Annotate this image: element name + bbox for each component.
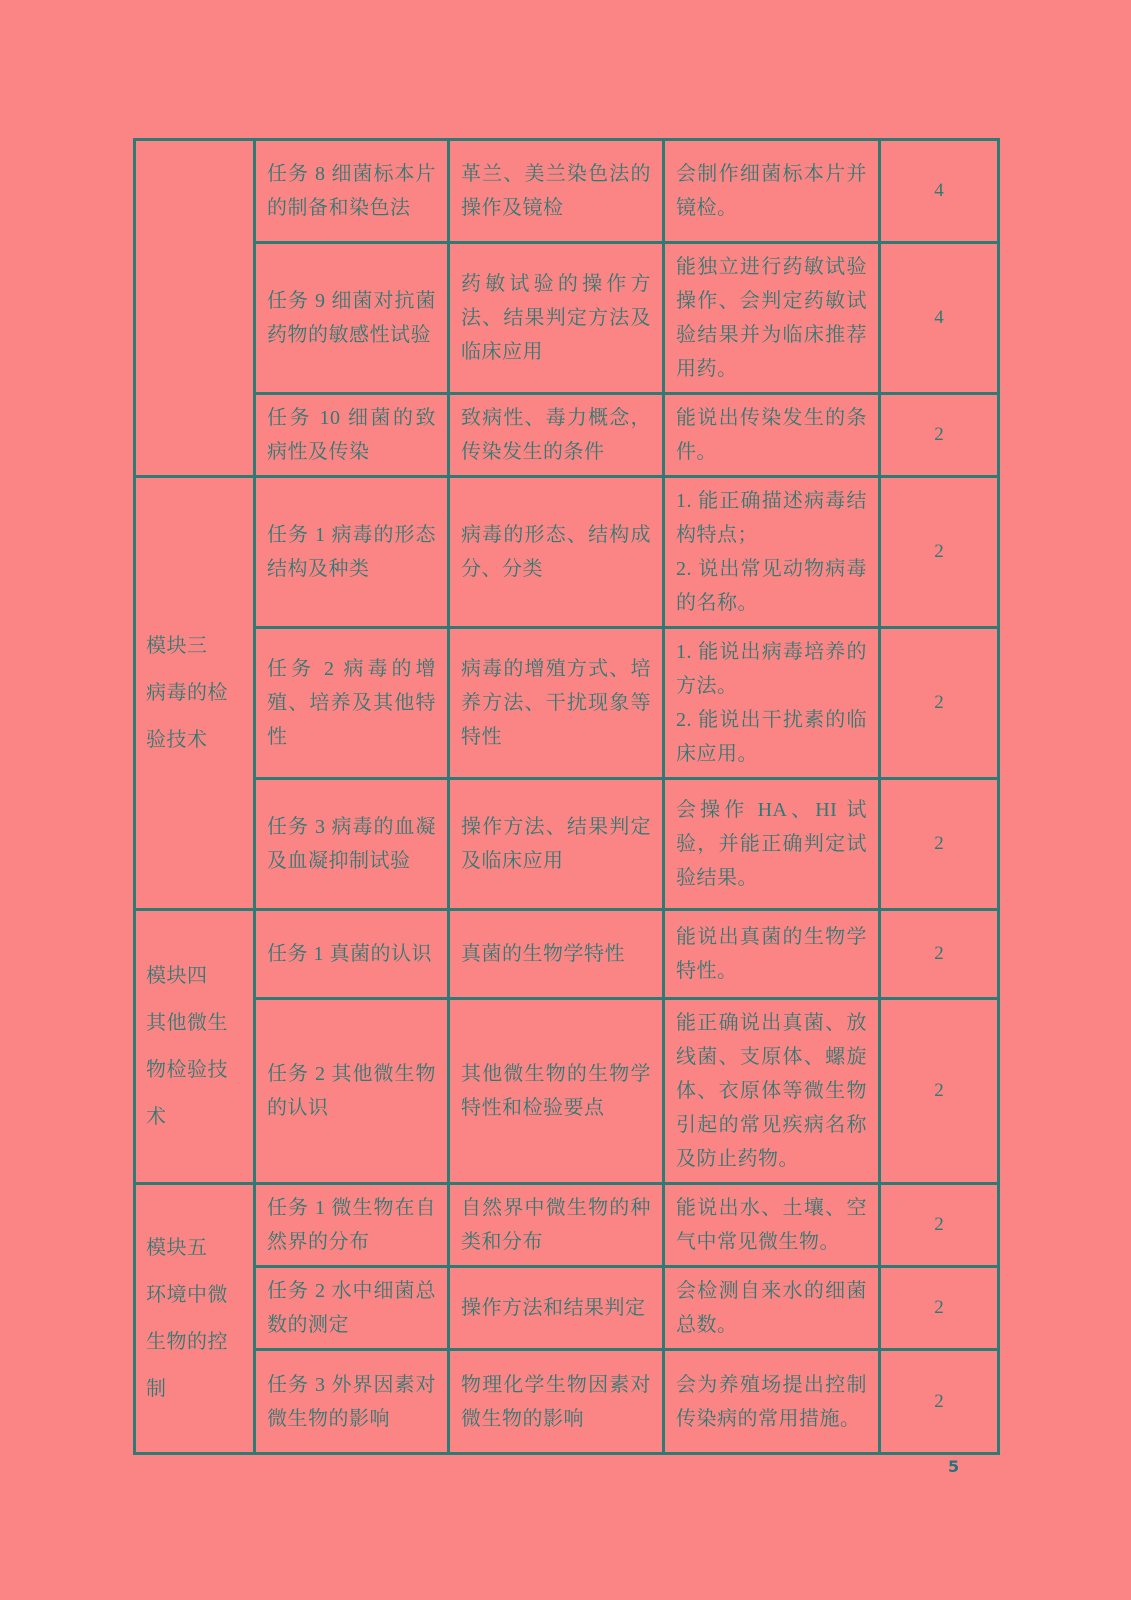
task-cell: 任务 1 病毒的形态结构及种类 [255, 477, 449, 628]
task-cell: 任务 1 真菌的认识 [255, 910, 449, 999]
objective-cell: 能独立进行药敏试验操作、会判定药敏试验结果并为临床推荐用药。 [664, 243, 880, 394]
objective-cell: 会为养殖场提出控制传染病的常用措施。 [664, 1350, 880, 1454]
objective-cell: 能说出传染发生的条件。 [664, 394, 880, 477]
content-cell: 病毒的增殖方式、培养方法、干扰现象等特性 [449, 628, 664, 779]
task-cell: 任务 10 细菌的致病性及传染 [255, 394, 449, 477]
objective-cell: 会制作细菌标本片并镜检。 [664, 140, 880, 243]
hours-cell: 2 [880, 1350, 999, 1454]
content-cell: 致病性、毒力概念，传染发生的条件 [449, 394, 664, 477]
objective-cell: 能说出水、土壤、空气中常见微生物。 [664, 1184, 880, 1267]
table-row [135, 1267, 999, 1350]
task-cell: 任务 9 细菌对抗菌药物的敏感性试验 [255, 243, 449, 394]
objective-cell: 能说出真菌的生物学特性。 [664, 910, 880, 999]
table-row [135, 910, 999, 999]
module-cell: 模块五 环境中微 生物的控 制 [135, 1184, 255, 1454]
task-cell: 任务 3 外界因素对微生物的影响 [255, 1350, 449, 1454]
content-cell: 自然界中微生物的种类和分布 [449, 1184, 664, 1267]
hours-cell: 2 [880, 1184, 999, 1267]
hours-cell: 2 [880, 394, 999, 477]
task-cell: 任务 2 病毒的增殖、培养及其他特性 [255, 628, 449, 779]
hours-cell: 4 [880, 243, 999, 394]
content-cell: 物理化学生物因素对微生物的影响 [449, 1350, 664, 1454]
table-row [135, 394, 999, 477]
hours-cell: 2 [880, 910, 999, 999]
hours-cell: 2 [880, 1267, 999, 1350]
table-row [135, 1184, 999, 1267]
objective-cell: 能正确说出真菌、放线菌、支原体、螺旋体、衣原体等微生物引起的常见疾病名称及防止药物。 [664, 999, 880, 1184]
objective-cell: 会操作 HA、HI 试验，并能正确判定试验结果。 [664, 779, 880, 910]
table-row [135, 140, 999, 243]
hours-cell: 2 [880, 477, 999, 628]
content-cell: 操作方法和结果判定 [449, 1267, 664, 1350]
module-cell: 模块三 病毒的检 验技术 [135, 477, 255, 910]
table-row [135, 243, 999, 394]
table-row [135, 477, 999, 628]
hours-cell: 4 [880, 140, 999, 243]
task-cell: 任务 2 其他微生物的认识 [255, 999, 449, 1184]
task-cell: 任务 1 微生物在自然界的分布 [255, 1184, 449, 1267]
table-row [135, 628, 999, 779]
module-cell [135, 140, 255, 477]
task-cell: 任务 8 细菌标本片的制备和染色法 [255, 140, 449, 243]
objective-cell: 会检测自来水的细菌总数。 [664, 1267, 880, 1350]
table-row [135, 779, 999, 910]
curriculum-table [133, 138, 1000, 1455]
content-cell: 操作方法、结果判定及临床应用 [449, 779, 664, 910]
hours-cell: 2 [880, 999, 999, 1184]
content-cell: 其他微生物的生物学特性和检验要点 [449, 999, 664, 1184]
content-cell: 革兰、美兰染色法的操作及镜检 [449, 140, 664, 243]
task-cell: 任务 3 病毒的血凝及血凝抑制试验 [255, 779, 449, 910]
hours-cell: 2 [880, 779, 999, 910]
content-cell: 药敏试验的操作方法、结果判定方法及临床应用 [449, 243, 664, 394]
page-number: 5 [948, 1457, 960, 1476]
objective-cell: 1. 能正确描述病毒结构特点； 2. 说出常见动物病毒的名称。 [664, 477, 880, 628]
table-row [135, 1350, 999, 1454]
content-cell: 真菌的生物学特性 [449, 910, 664, 999]
table-row [135, 999, 999, 1184]
objective-cell: 1. 能说出病毒培养的方法。 2. 能说出干扰素的临床应用。 [664, 628, 880, 779]
module-cell: 模块四 其他微生 物检验技 术 [135, 910, 255, 1184]
hours-cell: 2 [880, 628, 999, 779]
task-cell: 任务 2 水中细菌总数的测定 [255, 1267, 449, 1350]
content-cell: 病毒的形态、结构成分、分类 [449, 477, 664, 628]
